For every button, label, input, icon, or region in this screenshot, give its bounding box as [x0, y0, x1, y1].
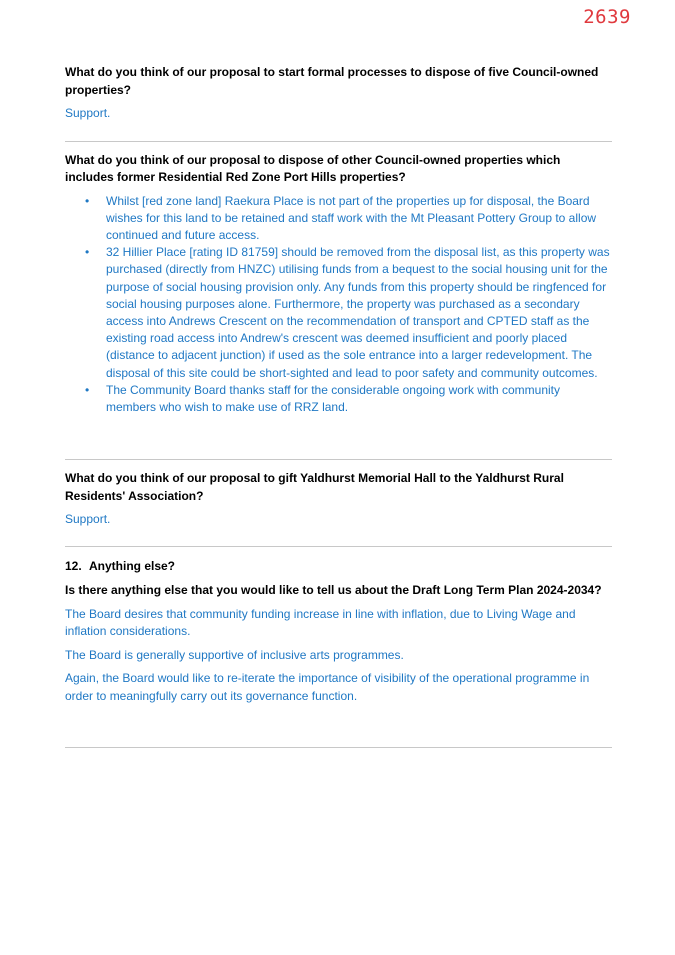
bullet-icon: •	[85, 245, 90, 260]
question-anything-else: Is there anything else that you would like to tell us about the Draft Long Term Plan 2024-2034?	[65, 583, 602, 598]
divider	[65, 141, 612, 142]
answer-paragraph-arts: The Board is generally supportive of inclusive arts programmes.	[65, 647, 404, 662]
bullet-icon: •	[85, 193, 90, 208]
answer-gift-yaldhurst-hall: Support.	[65, 512, 111, 527]
list-item	[85, 193, 612, 245]
page-number: 2639	[583, 6, 631, 28]
answer-list-dispose-other-properties	[65, 193, 612, 417]
submission-content	[65, 64, 612, 748]
list-item	[85, 382, 612, 416]
list-item-text: Whilst [red zone land] Raekura Place is not part of the properties up for disposal, the Board wishes for this land to be retained and staff work with the Mt Pleasant Pottery Group to allow continued and future access.	[106, 193, 597, 242]
bullet-icon: •	[85, 382, 90, 397]
list-item-text: The Community Board thanks staff for the considerable ongoing work with community members who wish to make use of RRZ land.	[106, 382, 560, 414]
section-title: Anything else?	[89, 558, 176, 573]
answer-dispose-five-properties: Support.	[65, 106, 111, 120]
section-number: 12.	[65, 558, 82, 573]
list-item	[85, 244, 612, 382]
question-dispose-five-properties: What do you think of our proposal to start formal processes to dispose of five Council-owned properties?	[65, 65, 599, 97]
answer-paragraph-funding: The Board desires that community funding increase in line with inflation, due to Living Wage and inflation considerations.	[65, 606, 576, 639]
divider	[65, 546, 612, 547]
list-item-text: 32 Hillier Place [rating ID 81759] should be removed from the disposal list, as this property was purchased (directly from HNZC) utilising funds from a bequest to the social housing unit for the purpose of social housing provision only. Any funds from this property should be ringfenced for social housing purposes alone. Furthermore, the property was purchased as a secondary access into Andrews Crescent on the recommendation of transport and CPTED staff as the existing road access into Andrew's crescent was deemed insufficient and poorly placed (distance to adjacent junction) if used as the sole entrance into a larger redevelopment. The disposal of this site could be short-sighted and lead to poor safety and community outcomes.	[106, 245, 610, 380]
section-heading-anything-else	[65, 558, 612, 576]
divider	[65, 747, 612, 748]
answer-paragraph-governance: Again, the Board would like to re-iterate the importance of visibility of the operational programme in order to meaningfully carry out its governance function.	[65, 671, 590, 703]
question-gift-yaldhurst-hall: What do you think of our proposal to gift Yaldhurst Memorial Hall to the Yaldhurst Rural Residents' Association?	[65, 471, 564, 503]
divider	[65, 459, 612, 460]
question-dispose-other-properties: What do you think of our proposal to dispose of other Council-owned properties which includes former Residential Red Zone Port Hills properties?	[65, 152, 561, 184]
